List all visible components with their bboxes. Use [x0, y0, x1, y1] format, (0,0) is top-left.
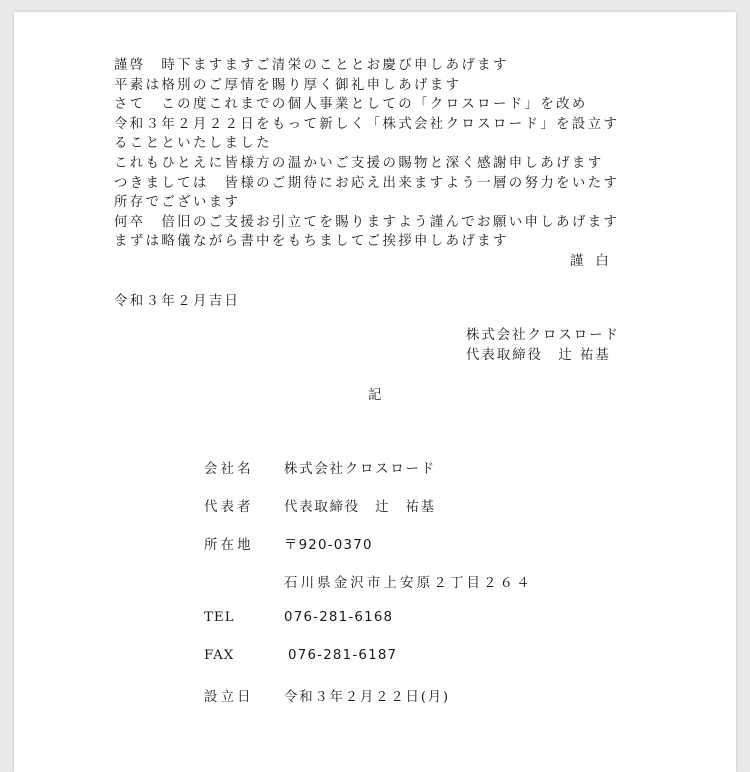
detail-label: TEL	[204, 610, 235, 625]
letter-line: さて この度これまでの個人事業としての「クロスロード」を改め	[114, 97, 588, 113]
letter-line: 平素は格別のご厚情を賜り厚く御礼申しあげます	[114, 77, 462, 93]
letter-line: 謹啓 時下ますますご清栄のこととお慶び申しあげます	[114, 58, 509, 73]
detail-label: 設立日	[204, 690, 254, 705]
fax-number: 076-281-6187	[288, 648, 398, 663]
ki-heading: 記	[368, 388, 382, 403]
letter-date: 令和３年２月吉日	[114, 294, 241, 309]
letter-line: まずは略儀ながら書中をもちましてご挨拶申しあげます	[114, 234, 509, 250]
letter-line: ることといたしました	[114, 136, 272, 152]
letter-line: これもひとえに皆様方の温かいご支援の賜物と深く感謝申しあげます	[114, 155, 604, 171]
signer-company: 株式会社クロスロード	[466, 328, 620, 343]
letter-line: 所存でございます	[114, 195, 241, 211]
letter-line: 何卒 倍旧のご支援お引立てを賜りますよう謹んでお願い申しあげます	[114, 214, 620, 230]
detail-label: 所在地	[204, 538, 254, 553]
letter-line: つきましては 皆様のご期待にお応え出来ますよう一層の努力をいたす	[114, 175, 620, 191]
detail-label: FAX	[204, 648, 235, 663]
detail-value: 株式会社クロスロード	[284, 462, 436, 477]
closing-word: 謹白	[570, 254, 621, 269]
detail-label: 代表者	[204, 500, 254, 515]
detail-label: 会社名	[204, 462, 254, 477]
postal-code: 〒920-0370	[284, 538, 373, 553]
letter-line: 令和３年２月２２日をもって新しく「株式会社クロスロード」を設立す	[114, 116, 620, 132]
signer-block	[466, 326, 620, 366]
detail-value: 代表取締役 辻 祐基	[284, 500, 436, 515]
signer-name: 代表取締役 辻 祐基	[466, 348, 611, 363]
letter-body	[114, 56, 634, 252]
street-address: 石川県金沢市上安原２丁目２６４	[284, 576, 533, 591]
detail-value: 令和３年２月２２日(月)	[284, 690, 450, 705]
letter-page	[14, 12, 736, 772]
tel-number: 076-281-6168	[284, 610, 394, 625]
